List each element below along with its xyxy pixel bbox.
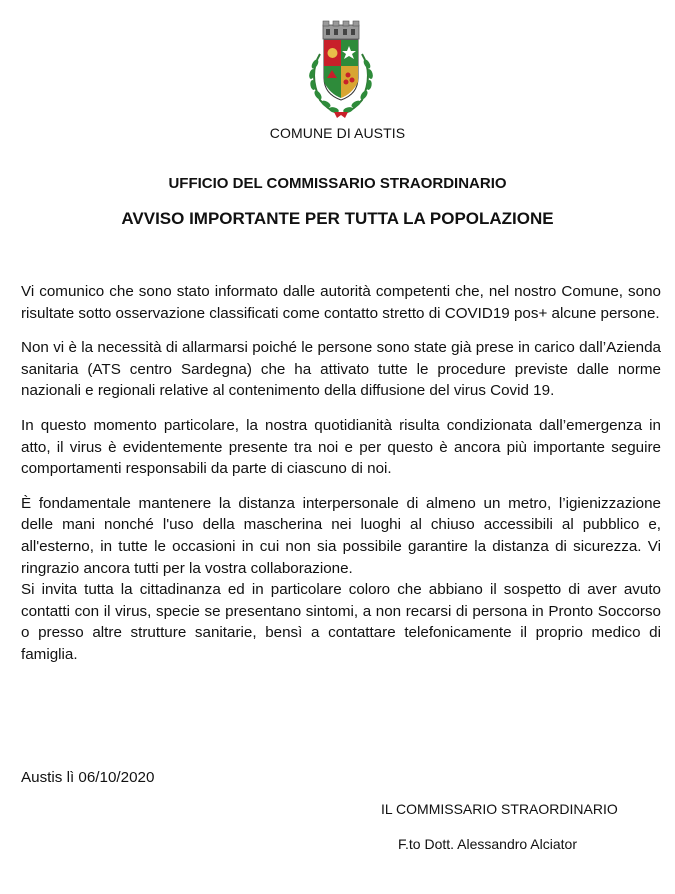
- paragraph: In questo momento particolare, la nostra quotidianità risulta condizionata dall’emergenza in atto, il virus è evidentemente presente tra noi e per questo è ancora più importante seguire comportamenti responsabili da parte di ciascuno di noi.: [21, 416, 661, 478]
- notice-body: [21, 281, 661, 679]
- municipality-name: COMUNE DI AUSTIS: [269, 125, 406, 141]
- signer-name: F.to Dott. Alessandro Alciator: [398, 836, 577, 852]
- paragraph: È fondamentale mantenere la distanza interpersonale di almeno un metro, l’igienizzazione delle mani nonché l'uso della mascherina nei luoghi al chiuso accessibili al pubblico e, all'esterno, in tutte le occasioni in cui non sia possibile garantire la distanza di sicurezza. Vi ringrazio ancora tutti per la vostra collaborazione.: [21, 494, 661, 577]
- paragraph: Si invita tutta la cittadinanza ed in particolare coloro che abbiano il sospetto di aver avuto contatti con il virus, specie se presentano sintomi, a non recarsi di persona in Pronto Soccorso o presso altre strutture sanitarie, bensì a contattare telefonicamente il proprio medico di famiglia.: [21, 581, 661, 663]
- austis-coat-of-arms-icon: [296, 20, 386, 124]
- notice-title: AVVISO IMPORTANTE PER TUTTA LA POPOLAZIONE: [121, 209, 554, 228]
- date-line: Austis lì 06/10/2020: [21, 769, 155, 786]
- paragraph: Vi comunico che sono stato informato dalle autorità competenti che, nel nostro Comune, sono risultate sotto osservazione classificati come contatto stretto di COVID19 pos+ alcune persone.: [21, 283, 661, 322]
- office-heading: UFFICIO DEL COMMISSARIO STRAORDINARIO: [168, 175, 507, 192]
- paragraph: Non vi è la necessità di allarmarsi poiché le persone sono state già prese in carico dall’Azienda sanitaria (ATS centro Sardegna) che ha attivato tutte le procedure previste dalle norme nazionali e regionali relative al contenimento della diffusione del virus Covid 19.: [21, 339, 661, 400]
- signer-title: IL COMMISSARIO STRAORDINARIO: [381, 801, 618, 817]
